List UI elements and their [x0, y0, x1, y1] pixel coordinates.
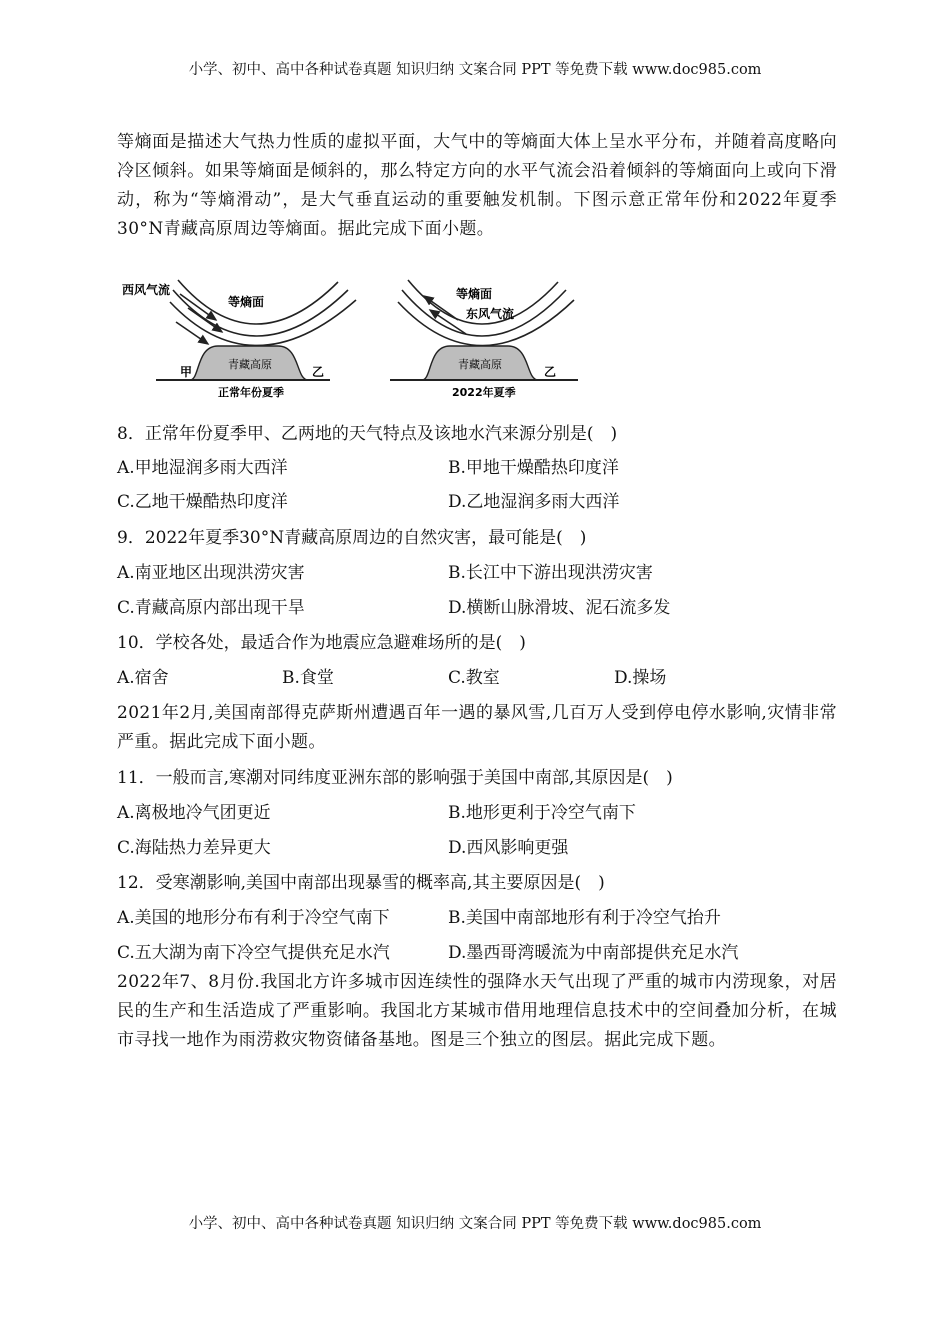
- q8-option-b[interactable]: B.甲地干燥酷热印度洋: [448, 458, 619, 478]
- east-wind-label: 东风气流: [466, 307, 515, 321]
- question-12: 12．受寒潮影响,美国中南部出现暴雪的概率高,其主要原因是( ): [117, 873, 605, 893]
- question-8: 8．正常年份夏季甲、乙两地的天气特点及该地水汽来源分别是( ): [117, 424, 618, 444]
- isentropic-figure: [118, 272, 584, 402]
- q8-option-c[interactable]: C.乙地干燥酷热印度洋: [117, 492, 288, 512]
- west-wind-label: 西风气流: [122, 283, 171, 297]
- q12-option-c[interactable]: C.五大湖为南下冷空气提供充足水汽: [117, 943, 390, 963]
- passage-urban-flooding: 2022年7、8月份.我国北方许多城市因连续性的强降水天气出现了严重的城市内涝现象，对居民的生产和生活造成了严重影响。我国北方某城市借用地理信息技术中的空间叠加分析，在城市寻找一地作为雨涝救灾物资储备基地。图是三个独立的图层。据此完成下题。: [117, 972, 837, 1050]
- q11-option-d[interactable]: D.西风影响更强: [448, 838, 569, 858]
- question-9: 9．2022年夏季30°N青藏高原周边的自然灾害，最可能是( ): [117, 528, 587, 548]
- normal-caption: 正常年份夏季: [218, 386, 284, 399]
- q12-option-a[interactable]: A.美国的地形分布有利于冷空气南下: [117, 908, 390, 928]
- isentropic-label: 等熵面: [456, 287, 493, 301]
- question-10: 10．学校各处，最适合作为地震应急避难场所的是( ): [117, 633, 526, 653]
- q9-option-c[interactable]: C.青藏高原内部出现干旱: [117, 598, 305, 618]
- q12-option-d[interactable]: D.墨西哥湾暖流为中南部提供充足水汽: [448, 943, 739, 963]
- isentropic-label: 等熵面: [228, 295, 265, 309]
- yi-label: 乙: [544, 365, 557, 379]
- q10-option-a[interactable]: A.宿舍: [117, 668, 169, 688]
- passage-texas-snowstorm: 2021年2月,美国南部得克萨斯州遭遇百年一遇的暴风雪,几百万人受到停电停水影响,灾情非常严重。据此完成下面小题。: [117, 703, 837, 752]
- year-2022-caption: 2022年夏季: [452, 386, 516, 399]
- q9-option-b[interactable]: B.长江中下游出现洪涝灾害: [448, 563, 653, 583]
- q10-option-b[interactable]: B.食堂: [282, 668, 334, 688]
- q11-option-a[interactable]: A.离极地冷气团更近: [117, 803, 271, 823]
- question-11: 11．一般而言,寒潮对同纬度亚洲东部的影响强于美国中南部,其原因是( ): [117, 768, 673, 788]
- west-wind-arrow: [176, 322, 208, 344]
- year-2022-panel: [390, 280, 578, 399]
- q11-option-c[interactable]: C.海陆热力差异更大: [117, 838, 271, 858]
- q12-option-b[interactable]: B.美国中南部地形有利于冷空气抬升: [448, 908, 721, 928]
- q9-option-d[interactable]: D.横断山脉滑坡、泥石流多发: [448, 598, 671, 618]
- normal-year-panel: [122, 280, 356, 399]
- page-footer: 小学、初中、高中各种试卷真题 知识归纳 文案合同 PPT 等免费下载 www.doc985.com: [188, 1216, 762, 1232]
- q8-option-d[interactable]: D.乙地湿润多雨大西洋: [448, 492, 620, 512]
- q10-option-d[interactable]: D.操场: [614, 668, 667, 688]
- q9-option-a[interactable]: A.南亚地区出现洪涝灾害: [117, 563, 305, 583]
- jia-label: 甲: [180, 365, 193, 379]
- passage-isentropic: 等熵面是描述大气热力性质的虚拟平面，大气中的等熵面大体上呈水平分布，并随着高度略向冷区倾斜。如果等熵面是倾斜的，那么特定方向的水平气流会沿着倾斜的等熵面向上或向下滑动，称为“等熵滑动”，是大气垂直运动的重要触发机制。下图示意正常年份和2022年夏季30°N青藏高原周边等熵面。据此完成下面小题。: [117, 132, 837, 239]
- plateau-label: 青藏高原: [458, 358, 502, 371]
- q8-option-a[interactable]: A.甲地湿润多雨大西洋: [117, 458, 288, 478]
- q11-option-b[interactable]: B.地形更利于冷空气南下: [448, 803, 636, 823]
- yi-label: 乙: [312, 365, 325, 379]
- plateau-label: 青藏高原: [228, 358, 272, 371]
- q10-option-c[interactable]: C.教室: [448, 668, 500, 688]
- page-header: 小学、初中、高中各种试卷真题 知识归纳 文案合同 PPT 等免费下载 www.doc985.com: [188, 62, 762, 78]
